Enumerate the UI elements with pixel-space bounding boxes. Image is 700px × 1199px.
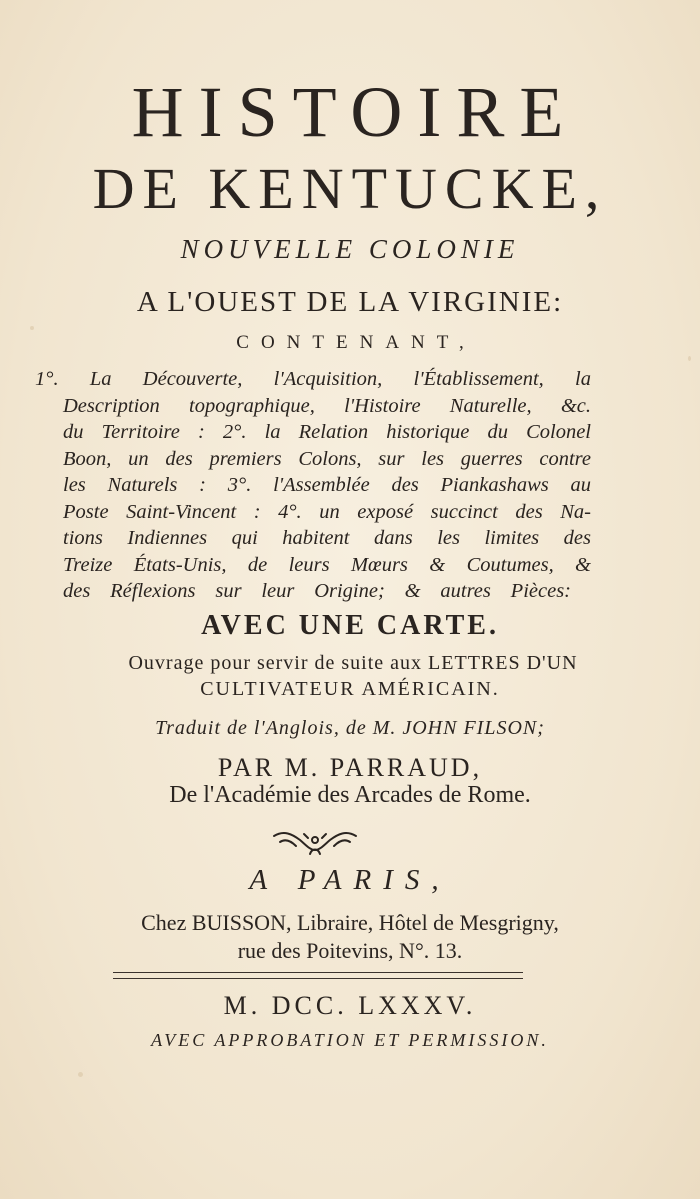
subtitle-virginie: A L'OUEST DE LA VIRGINIE: — [136, 286, 564, 318]
translation-credit: Traduit de l'Anglois, de M. JOHN FILSON; — [155, 717, 545, 739]
translator-name: PAR M. PARRAUD, — [217, 753, 483, 782]
title-line-kentucke: DE KENTUCKE, — [92, 156, 608, 221]
foxing-spot — [30, 326, 34, 330]
contents-line: des Réflexions sur leur Origine; & autres Pièces: — [63, 580, 571, 602]
sequel-line-1: Ouvrage pour servir de suite aux LETTRES D'UN — [128, 652, 578, 674]
title-line-histoire: HISTOIRE — [131, 72, 579, 152]
foxing-spot — [78, 1072, 83, 1077]
imprint-year: M. DCC. LXXXV. — [223, 991, 477, 1020]
contents-line: les Naturels : 3°. l'Assemblée des Piankashaws au — [63, 474, 591, 496]
publisher-line-1: Chez BUISSON, Libraire, Hôtel de Mesgrigny, — [141, 910, 559, 935]
contents-line: 1°. La Découverte, l'Acquisition, l'Établissement, la — [35, 368, 591, 390]
double-rule-bottom — [113, 978, 523, 979]
contents-line: Treize États-Unis, de leurs Mœurs & Coutumes, & — [63, 553, 591, 576]
contents-line: Boon, un des premiers Colons, sur les guerres contre — [63, 447, 591, 470]
double-rule-top — [113, 972, 523, 973]
contents-line: Poste Saint-Vincent : 4°. un exposé succinct des Na- — [63, 500, 591, 523]
contenant-heading: CONTENANT, — [236, 332, 476, 353]
sequel-line-2: CULTIVATEUR AMÉRICAIN. — [200, 678, 500, 700]
contents-line: du Territoire : 2°. la Relation historique du Colonel — [63, 421, 591, 443]
approbation-notice: AVEC APPROBATION ET PERMISSION. — [151, 1030, 549, 1050]
contents-line: Description topographique, l'Histoire Naturelle, &c. — [63, 394, 591, 417]
contents-line: tions Indiennes qui habitent dans les limites des — [63, 527, 591, 549]
foxing-spot — [688, 356, 691, 361]
contents-paragraph — [35, 366, 591, 605]
map-notice: AVEC UNE CARTE. — [201, 610, 499, 641]
translator-academy: De l'Académie des Arcades de Rome. — [169, 782, 531, 808]
imprint-place: A PARIS, — [249, 864, 451, 896]
publisher-line-2: rue des Poitevins, N°. 13. — [237, 938, 463, 963]
subtitle-nouvelle-colonie: NOUVELLE COLONIE — [180, 234, 520, 264]
printer-ornament-icon — [270, 828, 360, 858]
